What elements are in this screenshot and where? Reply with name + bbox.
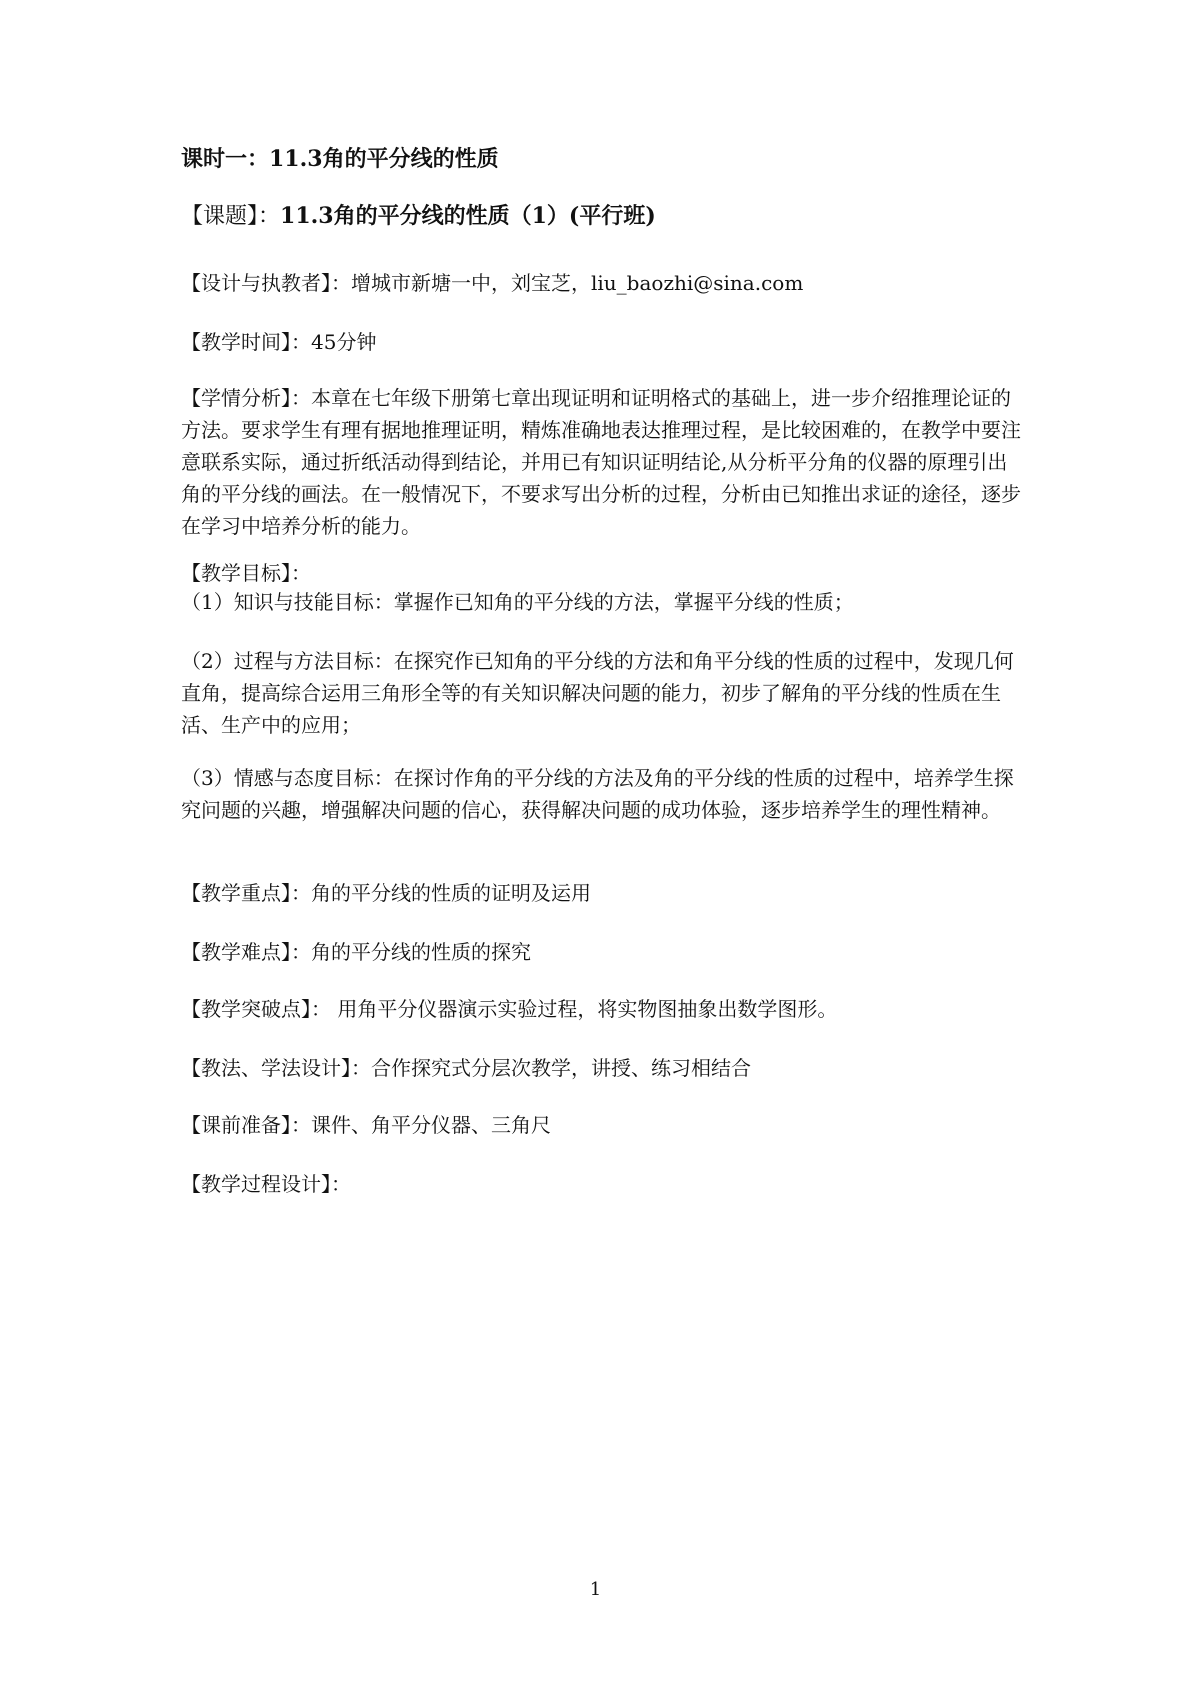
learning-analysis-paragraph [181, 382, 1021, 542]
learning-analysis-label: 【学情分析】： [181, 386, 311, 410]
objective-item: （3）情感与态度目标：在探讨作角的平分线的方法及角的平分线的性质的过程中，培养学生探究问题的兴趣，增强解决问题的信心，获得解决问题的成功体验，逐步培养学生的理性精神。 [181, 766, 1014, 822]
breakthrough-line [181, 993, 1021, 1025]
designer-line [181, 267, 1021, 299]
topic-value: 11.3角的平分线的性质（1）(平行班) [280, 203, 656, 229]
difficulties-value: 角的平分线的性质的探究 [311, 940, 531, 964]
topic-line [181, 200, 1021, 233]
topic-label: 【课题】： [181, 204, 281, 229]
designer-value: 增城市新塘一中，刘宝芝，liu_baozhi@sina.com [351, 271, 804, 295]
learning-analysis-text: 本章在七年级下册第七章出现证明和证明格式的基础上，进一步介绍推理论证的方法。要求学生有理有据地推理证明，精炼准确地表达推理过程，是比较困难的，在教学中要注意联系实际，通过折纸活动得到结论，并用已有知识证明结论,从分析平分角的仪器的原理引出角的平分线的画法。在一般情况下，不要求写出分析的过程，分析由已知推出求证的途径，逐步在学习中培养分析的能力。 [181, 386, 1021, 538]
key-points-line [181, 877, 1021, 909]
methods-label: 【教法、学法设计】： [181, 1056, 371, 1080]
key-points-value: 角的平分线的性质的证明及运用 [311, 881, 591, 905]
preparation-line [181, 1109, 1021, 1141]
preparation-value: 课件、角平分仪器、三角尺 [311, 1113, 551, 1137]
teaching-time-value: 45分钟 [311, 330, 377, 354]
teaching-time-label: 【教学时间】： [181, 330, 311, 354]
designer-label: 【设计与执教者】： [181, 271, 351, 295]
objective-item: （2）过程与方法目标：在探究作已知角的平分线的方法和角平分线的性质的过程中，发现几何直角，提高综合运用三角形全等的有关知识解决问题的能力，初步了解角的平分线的性质在生活、生产中的应用； [181, 649, 1014, 737]
preparation-label: 【课前准备】： [181, 1113, 311, 1137]
breakthrough-value: 用角平分仪器演示实验过程，将实物图抽象出数学图形。 [331, 997, 838, 1021]
key-points-label: 【教学重点】： [181, 881, 311, 905]
lesson-heading: 课时一：11.3角的平分线的性质 [181, 146, 499, 172]
difficulties-label: 【教学难点】： [181, 940, 311, 964]
objectives-label: 【教学目标】： [181, 561, 311, 585]
breakthrough-label: 【教学突破点】： [181, 997, 331, 1021]
teaching-time-line [181, 326, 1021, 358]
objective-item: （1）知识与技能目标：掌握作已知角的平分线的方法，掌握平分线的性质； [181, 590, 854, 614]
difficulties-line [181, 936, 1021, 968]
methods-line [181, 1052, 1021, 1084]
process-label: 【教学过程设计】： [181, 1172, 351, 1196]
page-number: 1 [589, 1579, 602, 1600]
methods-value: 合作探究式分层次教学，讲授、练习相结合 [371, 1056, 751, 1080]
